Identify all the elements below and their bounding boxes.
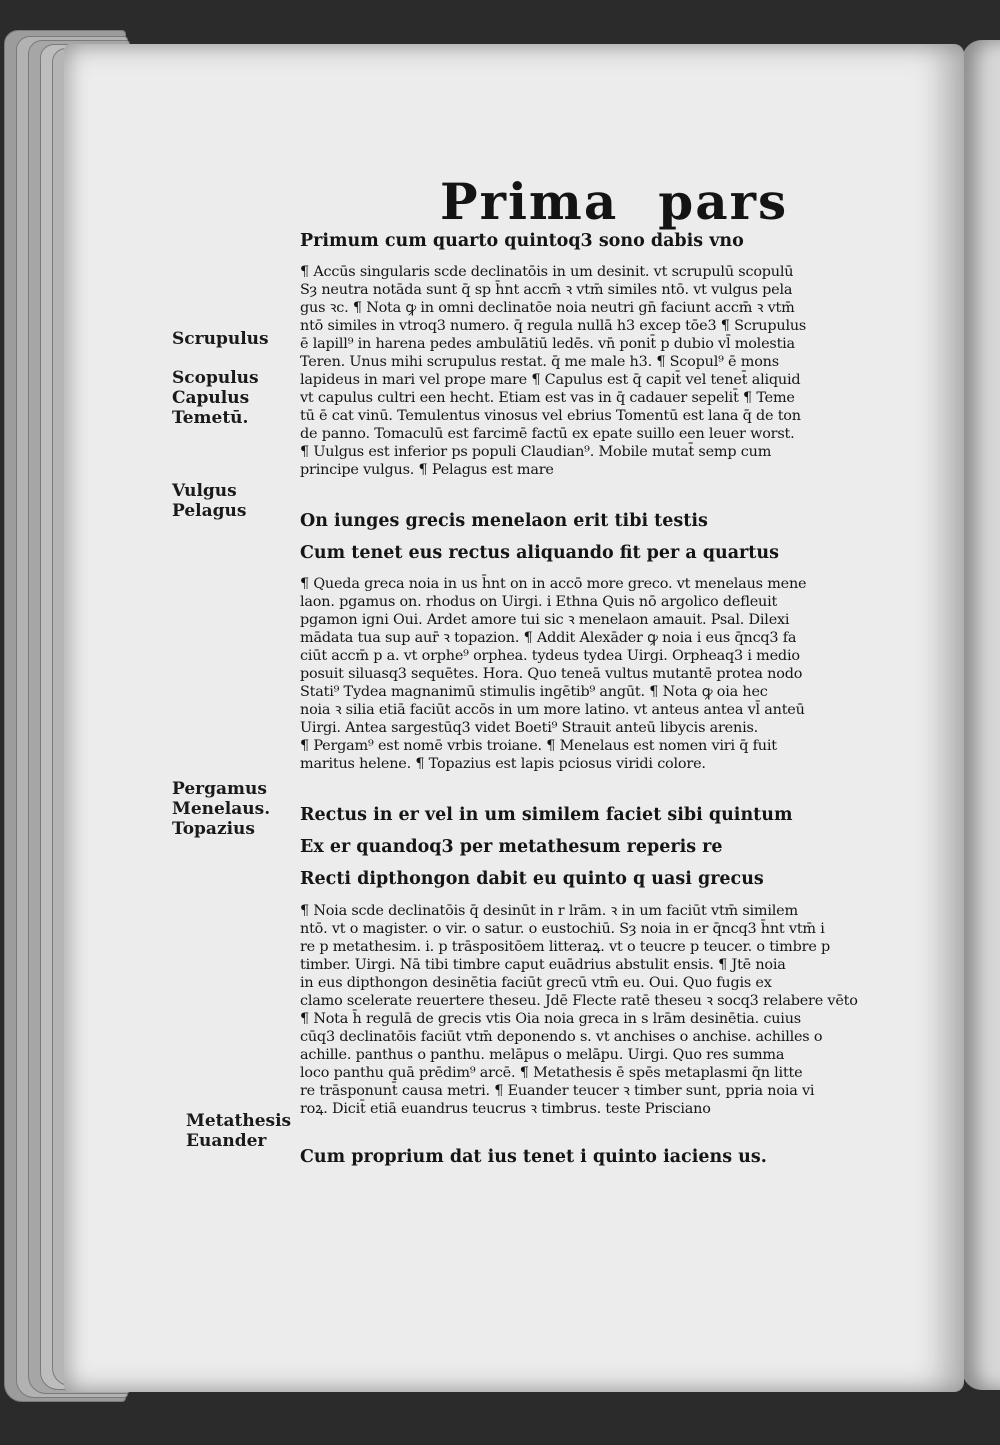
- text-line: noia ꝛ silia etiā faciūt accōs in um more latino. vt anteus antea vl̄ anteū: [300, 702, 805, 718]
- text-line: posuit siluasq3 sequētes. Hora. Quo teneā vultus mutantē protea nodo: [300, 666, 803, 682]
- text-line: roꝝ. Dicit̄ etiā euandrus teucrus ꝛ timbrus. teste Prisciano: [300, 1101, 711, 1117]
- verse-line: Ex er quandoq3 per metathesum reperis re: [300, 837, 723, 857]
- text-line: ¶ Pergam⁹ est nomē vrbis troiane. ¶ Menelaus est nomen viri q̄ fuit: [300, 738, 777, 754]
- running-head-word: pars: [658, 172, 789, 231]
- text-line: clamo scelerate reuertere theseu. Jdē Flecte ratē theseu ꝛ socq3 relabere vēto: [300, 993, 858, 1009]
- text-line: timber. Uirgi. Nā tibi timbre caput euādrius abstulit ensis. ¶ Jtē noia: [300, 957, 786, 973]
- text-line: ¶ Accūs singularis scde declinatōis in um desinit. vt scrupulū scopulū: [300, 264, 794, 280]
- running-head: [440, 172, 789, 231]
- text-line: ntō similes in vtroq3 numero. q̄ regula nullā h3 excep tōe3 ¶ Scrupulus: [300, 318, 807, 334]
- text-line: ¶ Nota h̄ regulā de grecis vtis Oia noia greca in s lrām desinētia. cuius: [300, 1011, 801, 1027]
- verse-line: Rectus in er vel in um similem faciet sibi quintum: [300, 805, 793, 825]
- text-line: ntō. vt o magister. o vir. o satur. o eustochiū. Sȝ noia in er q̄ncq3 h̄nt vtm̄ i: [300, 921, 825, 937]
- margin-note: Menelaus.: [172, 799, 271, 819]
- margin-note: Topazius: [172, 819, 255, 839]
- text-line: ¶ Queda greca noia in us h̄nt on in accō more greco. vt menelaus mene: [300, 576, 807, 592]
- margin-note: Scrupulus: [172, 329, 269, 349]
- verse-line: Cum tenet eus rectus aliquando fit per a quartus: [300, 543, 779, 563]
- text-line: vt capulus cultri een hecht. Etiam est vas in q̄ cadauer sepelit̄ ¶ Teme: [300, 390, 795, 406]
- text-line: pgamon igni Oui. Ardet amore tui sic ꝛ menelaon amauit. Psal. Dilexi: [300, 612, 790, 628]
- text-line: lapideus in mari vel prope mare ¶ Capulus est q̄ capit̄ vel tenet̄ aliquid: [300, 372, 801, 388]
- text-line: Uirgi. Antea sargestūq3 videt Boeti⁹ Strauit anteū libycis arenis.: [300, 720, 759, 736]
- verse-line: Cum proprium dat ius tenet i quinto iaciens us.: [300, 1147, 767, 1167]
- text-line: tū ē cat vinū. Temulentus vinosus vel ebrius Tomentū est lana q̄ de ton: [300, 408, 801, 424]
- text-line: gus ꝛc. ¶ Nota ꝙ in omni declinatōe noia neutri gn̄ faciunt accm̄ ꝛ vtm̄: [300, 300, 795, 316]
- text-line: re trāsponunt̄ causa metri. ¶ Euander teucer ꝛ timber sunt, ppria noia vi: [300, 1083, 815, 1099]
- margin-note: Euander: [186, 1131, 267, 1151]
- verse-line: Recti dipthongon dabit eu quinto q uasi grecus: [300, 869, 764, 889]
- text-line: loco panthu quā prēdim⁹ arcē. ¶ Metathesis ē spēs metaplasmi q̄n litte: [300, 1065, 803, 1081]
- running-head-word: Prima: [440, 172, 619, 231]
- text-line: mādata tua sup aur̄ ꝛ topazion. ¶ Addit Alexāder ꝙ noia i eus q̄ncq3 fa: [300, 630, 797, 646]
- margin-note: Temetū.: [172, 408, 249, 428]
- text-line: principe vulgus. ¶ Pelagus est mare: [300, 462, 554, 478]
- verse-line: Primum cum quarto quintoq3 sono dabis vno: [300, 231, 744, 251]
- text-line: cūq3 declinatōis faciūt vtm̄ deponendo s. vt anchises o anchise. achilles o: [300, 1029, 823, 1045]
- text-line: ¶ Uulgus est inferior ps populi Claudian⁹. Mobile mutat̄ semp cum: [300, 444, 772, 460]
- margin-note: Vulgus: [172, 481, 237, 501]
- text-line: maritus helene. ¶ Topazius est lapis pciosus viridi colore.: [300, 756, 706, 772]
- text-line: achille. panthus o panthu. melāpus o melāpu. Uirgi. Quo res summa: [300, 1047, 785, 1063]
- text-line: ¶ Noia scde declinatōis q̄ desinūt in r lrām. ꝛ in um faciūt vtm̄ similem: [300, 903, 798, 919]
- text-line: ē lapill⁹ in harena pedes ambulātiū ledēs. vn̄ ponit̄ p dubio vl̄ molestia: [300, 336, 795, 352]
- margin-note: Scopulus: [172, 368, 259, 388]
- text-line: Sȝ neutra notāda sunt q̄ sp h̄nt accm̄ ꝛ vtm̄ similes ntō. vt vulgus pela: [300, 282, 793, 298]
- text-line: de panno. Tomaculū est farcimē factū ex epate suillo een leuer worst.: [300, 426, 795, 442]
- margin-note: Pergamus: [172, 779, 267, 799]
- text-line: re p metathesim. i. p trāspositōem litteraꝝ. vt o teucre p teucer. o timbre p: [300, 939, 831, 955]
- margin-note: Pelagus: [172, 501, 247, 521]
- margin-note: Metathesis: [186, 1111, 292, 1131]
- verse-line: On iunges grecis menelaon erit tibi testis: [300, 511, 708, 531]
- margin-note: Capulus: [172, 388, 250, 408]
- text-line: Stati⁹ Tydea magnanimū stimulis ingētib⁹ angūt. ¶ Nota ꝙ oia hec: [300, 684, 768, 700]
- text-line: Teren. Unus mihi scrupulus restat. q̄ me male h3. ¶ Scopul⁹ ē mons: [300, 354, 779, 370]
- text-line: in eus dipthongon desinētia faciūt grecū vtm̄ eu. Oui. Quo fugis ex: [300, 975, 772, 991]
- text-line: laon. pgamus on. rhodus on Uirgi. i Ethna Quis nō argolico defleuit: [300, 594, 778, 610]
- facing-page-edge: [962, 40, 1000, 1390]
- text-line: ciūt accm̄ p a. vt orphe⁹ orphea. tydeus tydea Uirgi. Orpheaq3 i medio: [300, 648, 800, 664]
